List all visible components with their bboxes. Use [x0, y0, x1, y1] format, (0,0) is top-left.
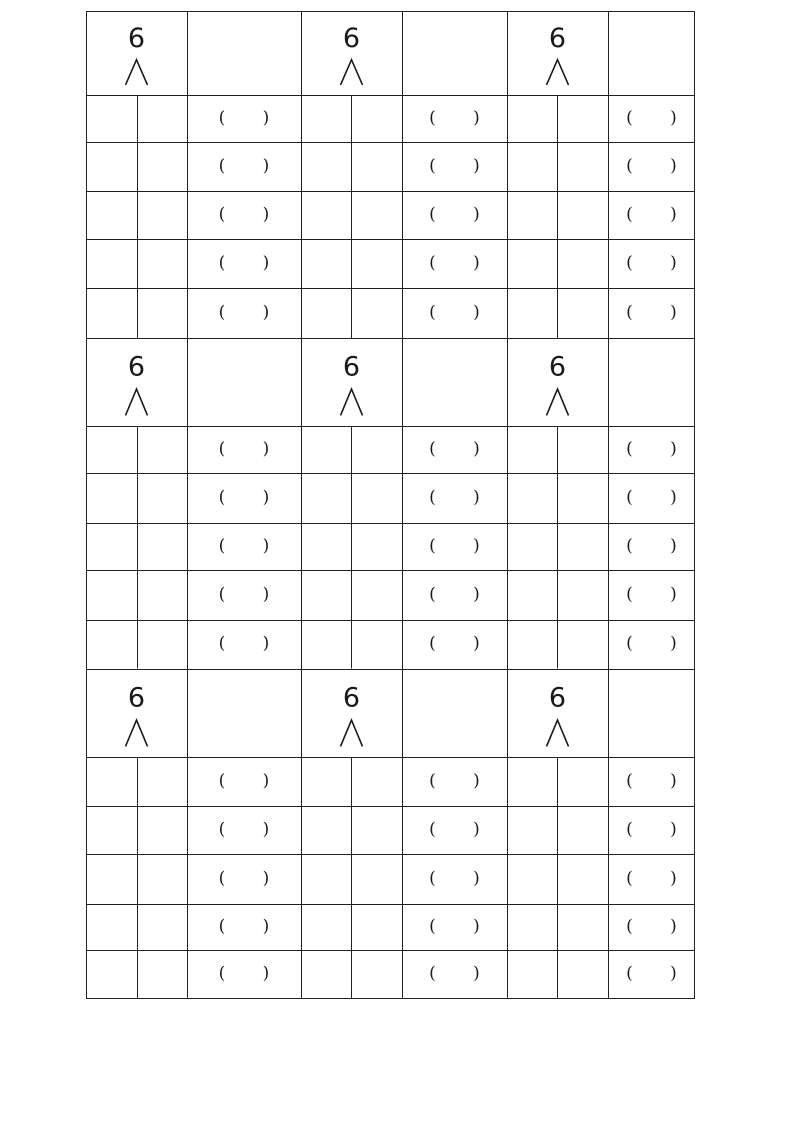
root-number: 6	[127, 351, 146, 383]
root-number: 6	[548, 351, 567, 383]
split-branch-icon	[341, 389, 363, 415]
worksheet-border	[87, 12, 695, 999]
answer-blank-close: )	[473, 108, 480, 128]
answer-blank-open: (	[218, 108, 226, 128]
answer-blank-close: )	[670, 536, 677, 556]
answer-blank-close: )	[670, 771, 677, 791]
answer-blank-close: )	[670, 868, 677, 889]
answer-blank-close: )	[670, 439, 677, 459]
answer-blank-open: (	[218, 156, 226, 176]
answer-blank-close: )	[670, 108, 677, 128]
answer-blank-close: )	[473, 156, 480, 176]
split-branch-icon	[547, 720, 569, 746]
answer-blank-open: (	[218, 916, 226, 937]
answer-blank-open: (	[429, 536, 436, 556]
split-branch-icon	[126, 389, 148, 415]
answer-blank-close: )	[473, 302, 480, 323]
answer-blank-open: (	[626, 916, 633, 937]
answer-blank-close: )	[670, 302, 677, 323]
answer-blank-open: (	[626, 868, 633, 889]
answer-blank-open: (	[626, 487, 633, 508]
answer-blank-close: )	[262, 633, 270, 654]
split-branch-icon	[547, 60, 569, 85]
answer-blank-close: )	[670, 916, 677, 937]
answer-blank-close: )	[473, 204, 480, 225]
answer-blank-close: )	[670, 253, 677, 273]
answer-blank-open: (	[626, 204, 633, 225]
answer-blank-open: (	[218, 868, 226, 889]
root-number: 6	[342, 351, 361, 383]
answer-blank-close: )	[670, 633, 677, 654]
answer-blank-open: (	[218, 439, 226, 459]
answer-blank-close: )	[670, 963, 677, 984]
root-number: 6	[548, 682, 567, 714]
answer-blank-close: )	[473, 819, 480, 840]
answer-blank-open: (	[626, 253, 633, 273]
answer-blank-open: (	[626, 156, 633, 176]
answer-blank-close: )	[262, 536, 270, 556]
answer-blank-close: )	[473, 633, 480, 654]
answer-blank-open: (	[218, 963, 226, 984]
answer-blank-open: (	[429, 204, 436, 225]
answer-blank-close: )	[262, 156, 270, 176]
answer-blank-open: (	[218, 536, 226, 556]
answer-blank-close: )	[670, 584, 677, 605]
answer-blank-open: (	[429, 819, 436, 840]
split-branch-icon	[126, 60, 148, 85]
answer-blank-close: )	[473, 253, 480, 273]
answer-blank-open: (	[429, 108, 436, 128]
root-number: 6	[342, 23, 361, 55]
number-bond-worksheet	[86, 11, 695, 999]
answer-blank-open: (	[429, 302, 436, 323]
answer-blank-open: (	[429, 584, 436, 605]
answer-blank-open: (	[626, 302, 633, 323]
answer-blank-close: )	[262, 204, 270, 225]
answer-blank-close: )	[473, 868, 480, 889]
root-number: 6	[342, 682, 361, 714]
answer-blank-open: (	[429, 963, 436, 984]
answer-blank-open: (	[626, 771, 633, 791]
answer-blank-open: (	[429, 771, 436, 791]
answer-blank-open: (	[429, 916, 436, 937]
answer-blank-close: )	[262, 439, 270, 459]
answer-blank-close: )	[473, 963, 480, 984]
answer-blank-close: )	[262, 487, 270, 508]
answer-blank-close: )	[670, 156, 677, 176]
answer-blank-close: )	[262, 819, 270, 840]
answer-blank-close: )	[473, 536, 480, 556]
answer-blank-open: (	[626, 963, 633, 984]
split-branch-icon	[341, 60, 363, 85]
answer-blank-close: )	[473, 487, 480, 508]
split-branch-icon	[341, 720, 363, 746]
root-number: 6	[548, 23, 567, 55]
answer-blank-open: (	[218, 771, 226, 791]
answer-blank-open: (	[429, 156, 436, 176]
answer-blank-close: )	[262, 868, 270, 889]
answer-blank-close: )	[262, 771, 270, 791]
answer-blank-open: (	[218, 819, 226, 840]
answer-blank-close: )	[473, 771, 480, 791]
answer-blank-close: )	[473, 439, 480, 459]
answer-blank-open: (	[626, 819, 633, 840]
split-branch-icon	[547, 389, 569, 415]
worksheet-grid	[86, 11, 695, 999]
answer-blank-close: )	[670, 204, 677, 225]
answer-blank-close: )	[473, 916, 480, 937]
answer-blank-open: (	[429, 439, 436, 459]
answer-blank-close: )	[262, 916, 270, 937]
answer-blank-open: (	[218, 302, 226, 323]
answer-blank-close: )	[262, 584, 270, 605]
answer-blank-open: (	[218, 584, 226, 605]
answer-blank-close: )	[670, 819, 677, 840]
answer-blank-open: (	[626, 108, 633, 128]
answer-blank-open: (	[626, 584, 633, 605]
answer-blank-open: (	[218, 633, 226, 654]
answer-blank-close: )	[473, 584, 480, 605]
split-branch-icon	[126, 720, 148, 746]
answer-blank-open: (	[626, 633, 633, 654]
answer-blank-close: )	[262, 963, 270, 984]
answer-blank-open: (	[626, 439, 633, 459]
root-number: 6	[127, 682, 146, 714]
answer-blank-open: (	[626, 536, 633, 556]
answer-blank-close: )	[262, 302, 270, 323]
answer-blank-open: (	[429, 487, 436, 508]
answer-blank-open: (	[429, 633, 436, 654]
answer-blank-open: (	[218, 487, 226, 508]
answer-blank-open: (	[218, 204, 226, 225]
answer-blank-close: )	[262, 253, 270, 273]
answer-blank-close: )	[262, 108, 270, 128]
answer-blank-open: (	[429, 868, 436, 889]
answer-blank-open: (	[218, 253, 226, 273]
answer-blank-close: )	[670, 487, 677, 508]
root-number: 6	[127, 23, 146, 55]
answer-blank-open: (	[429, 253, 436, 273]
